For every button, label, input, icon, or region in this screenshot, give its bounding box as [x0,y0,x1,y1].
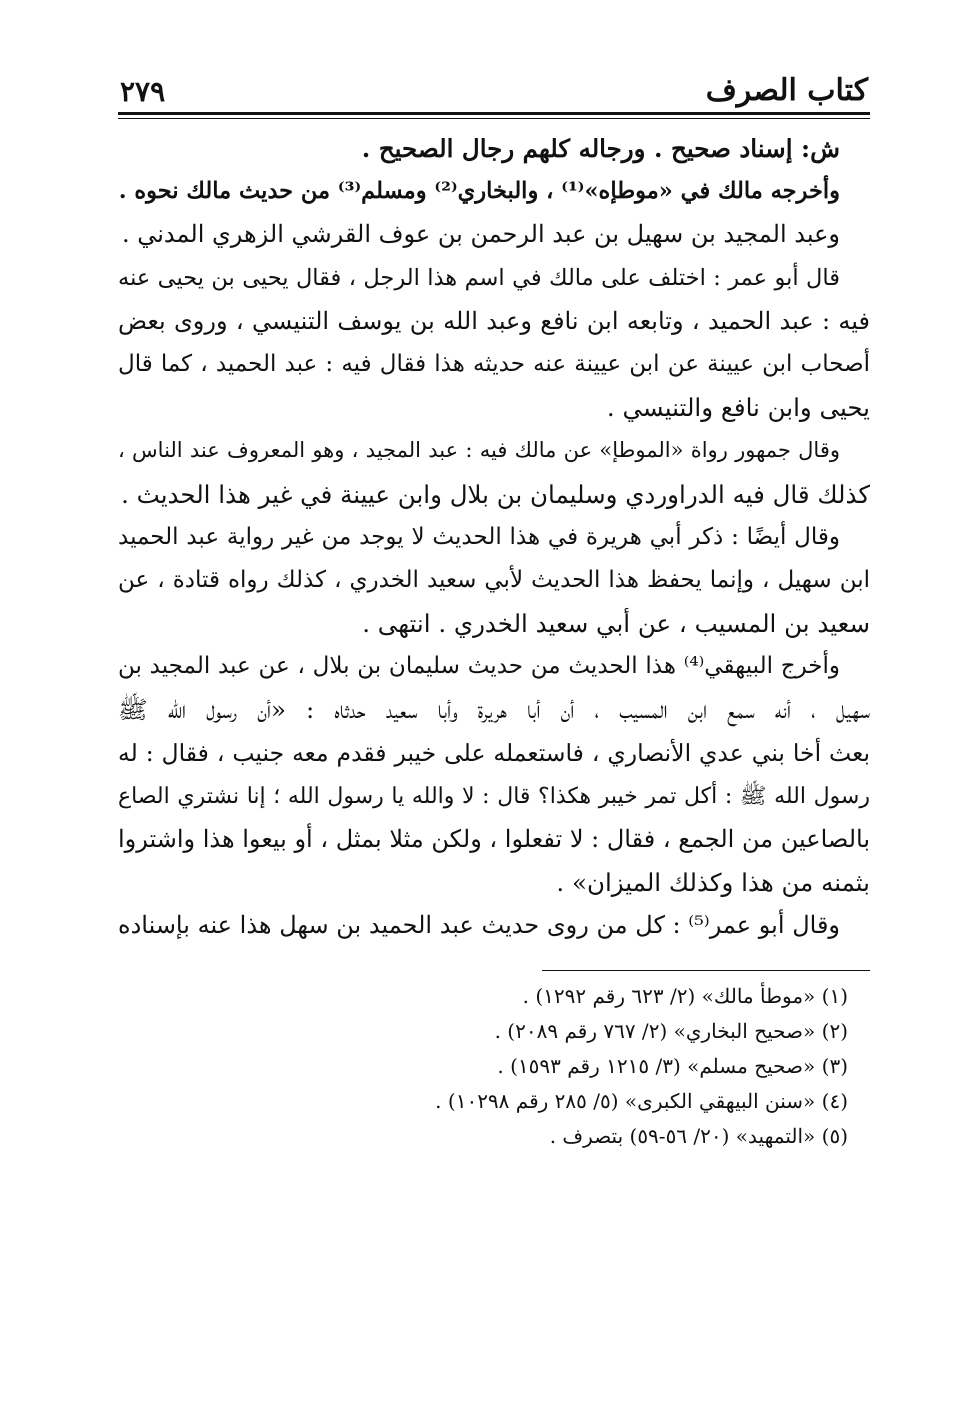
text-line: قال أبو عمر : اختلف على مالك في اسم هذا الرجل ، فقال يحيى بن يحيى عنه [118,264,840,291]
text-line: وقال أبو عمر⁽⁵⁾ : كل من روى حديث عبد الحميد بن سهل هذا عنه بإسناده [118,911,841,940]
text-line: بثمنه من هذا وكذلك الميزان» . [556,868,870,898]
footnotes [118,979,870,1154]
text-line: وأخرج البيهقي⁽⁴⁾ هذا الحديث من حديث سليمان بن بلال ، عن عبد المجيد بن [118,653,840,680]
page-number: ٢٧٩ [120,75,166,108]
text-line: فيه : عبد الحميد ، وتابعه ابن نافع وعبد الله بن يوسف التنيسي ، وروى بعض [118,306,870,335]
footnote-5: (٥) «التمهيد» (٢٠/ ٥٦-٥٩) بتصرف . [549,1123,848,1148]
text-line: ش: إسناد صحيح . ورجاله كلهم رجال الصحيح . [361,134,840,163]
book-page [118,60,870,1154]
running-header [118,60,870,108]
text-line: بعث أخا بني عدي الأنصاري ، فاستعمله على خيبر فقدم معه جنيب ، فقال : له [118,738,870,767]
text-line: ابن سهيل ، وإنما يحفظ هذا الحديث لأبي سعيد الخدري ، كذلك رواه قتادة ، عن [118,566,870,593]
header-rule-thick [118,112,870,115]
text-line: بالصاعين من الجمع ، فقال : لا تفعلوا ، ولكن مثلا بمثل ، أو بيعوا هذا واشتروا [118,825,870,853]
footnote-1: (١) «موطأ مالك» (٢/ ٦٢٣ رقم ١٢٩٢) . [522,983,848,1008]
text-line: يحيى وابن نافع والتنيسي . [606,393,870,423]
footnote-3: (٣) «صحيح مسلم» (٣/ ١٢١٥ رقم ١٥٩٣) . [497,1053,848,1078]
footnote-2: (٢) «صحيح البخاري» (٢/ ٧٦٧ رقم ٢٠٨٩) . [494,1018,848,1043]
text-line: وقال جمهور رواة «الموطإ» عن مالك فيه : عبد المجيد ، وهو المعروف عند الناس ، [118,438,840,463]
footnote-4: (٤) «سنن البيهقي الكبرى» (٥/ ٢٨٥ رقم ١٠٢٩٨) . [435,1088,848,1113]
text-line: وقال أيضًا : ذكر أبي هريرة في هذا الحديث لا يوجد من غير رواية عبد الحميد [118,523,840,550]
footnote-separator [542,970,870,971]
text-line: رسول الله ﷺ : أكل تمر خيبر هكذا؟ قال : لا والله يا رسول الله ؛ إنا نشتري الصاع [118,783,870,809]
main-text [118,127,870,948]
text-line: سعيد بن المسيب ، عن أبي سعيد الخدري . انتهى . [362,609,870,639]
text-line: وعبد المجيد بن سهيل بن عبد الرحمن بن عوف القرشي الزهري المدني . [121,220,840,249]
header-rule-thin [118,118,870,119]
text-line: كذلك قال فيه الدراوردي وسليمان بن بلال وابن عيينة في غير هذا الحديث . [121,479,870,509]
text-line: سهيل ، أنه سمع ابن المسيب ، أن أبا هريرة وأبا سعيد حدثاه : «أن رسول الله ﷺ [118,695,870,725]
text-line: أصحاب ابن عيينة عن ابن عيينة عنه حديثه هذا فقال فيه : عبد الحميد ، كما قال [118,350,870,377]
book-title: كتاب الصرف [705,73,868,108]
text-line: وأخرجه مالك في «موطإه»⁽¹⁾ ، والبخاري⁽²⁾ ومسلم⁽³⁾ من حديث مالك نحوه . [118,178,840,205]
